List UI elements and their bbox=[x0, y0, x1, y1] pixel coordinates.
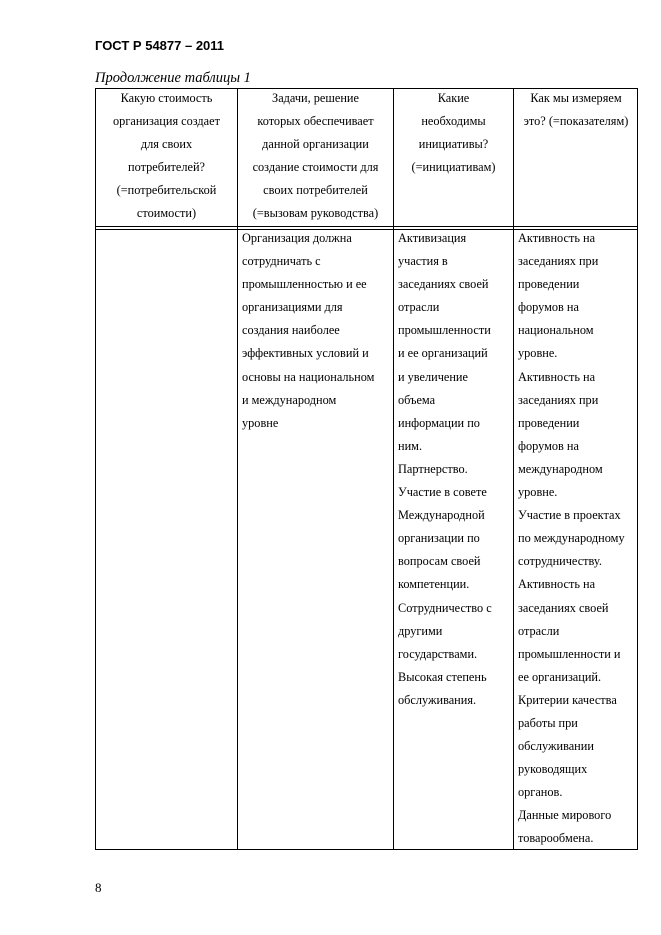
table-header-indicators: Как мы измеряем это? (=показателям) bbox=[523, 91, 629, 129]
table bbox=[95, 88, 638, 850]
table-header-value: Какую стоимость организация создает для своих потребителей? (=потребительской стоимости) bbox=[113, 91, 220, 221]
document-header: ГОСТ Р 54877 – 2011 bbox=[95, 38, 225, 53]
table-caption: Продолжение таблицы 1 bbox=[95, 70, 251, 86]
table-cell-indicators: Активность на заседаниях при проведении форумов на национальном уровне. Активность на заседаниях при проведении форумов на международном уровне. Участие в проектах по международному сотрудничеству. Активность на заседаниях своей отрасли промышленности и ее организаций. Критерии качества работы при обслуживании руководящих органов. Данные мирового товарообмена. bbox=[518, 231, 625, 846]
table-cell-initiatives: Активизация участия в заседаниях своей отрасли промышленности и ее организаций и увеличение объема информации по ним. Партнерство. Участие в совете Международной организации по вопросам своей компетенции. Сотрудничество с другими государствами. Высокая степень обслуживания. bbox=[398, 231, 492, 707]
table-header-initiatives: Какие необходимы инициативы? (=инициативам) bbox=[411, 91, 496, 175]
page-number: 8 bbox=[95, 880, 102, 895]
column-divider bbox=[393, 89, 394, 849]
table-header-tasks: Задачи, решение которых обеспечивает данной организации создание стоимости для своих потребителей (=вызовам руководства) bbox=[252, 91, 379, 221]
table-cell-tasks: Организация должна сотрудничать с промышленностью и ее организациями для создания наиболее эффективных условий и основы на национальном и международном уровне bbox=[242, 231, 375, 430]
column-divider bbox=[513, 89, 514, 849]
